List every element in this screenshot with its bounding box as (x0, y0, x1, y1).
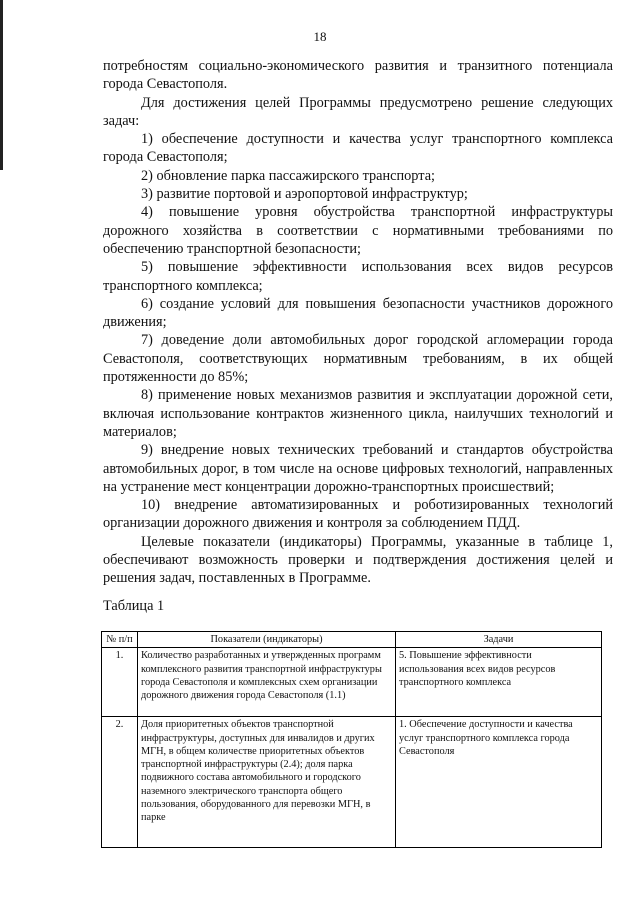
header-indicators: Показатели (индикаторы) (138, 632, 396, 648)
row-number: 2. (102, 717, 138, 848)
task-item: 5) повышение эффективности использования всех видов ресурсов транспортного комплекса; (103, 259, 613, 294)
task-item: 8) применение новых механизмов развития и эксплуатации дорожной сети, включая использование контрактов жизненного цикла, наилучших технологий и материалов; (103, 387, 613, 440)
task-item: 1) обеспечение доступности и качества услуг транспортного комплекса города Севастополя; (103, 131, 613, 166)
task-item: 3) развитие портовой и аэропортовой инфраструктур; (141, 186, 468, 203)
row-number: 1. (102, 648, 138, 717)
row-indicators: Количество разработанных и утвержденных программ комплексного развития транспортной инфраструктуры города Севастополя и комплексных схем организации дорожного движения города Севастополя (1.1) (138, 648, 396, 717)
task-item: 7) доведение доли автомобильных дорог городской агломерации города Севастополя, соответствующих нормативным требованиям, в их общей протяженности до 85%; (103, 332, 613, 386)
row-tasks: 5. Повышение эффективности использования всех видов ресурсов транспортного комплекса (396, 648, 602, 717)
paragraph: Для достижения целей Программы предусмотрено решение следующих задач: (103, 94, 613, 129)
task-item: 9) внедрение новых технических требований и стандартов обустройства автомобильных дорог, в том числе на основе цифровых технологий, направленных на устранение мест концентрации дорожно-транспортных происшествий; (103, 442, 613, 495)
paragraph: потребностям социально-экономического развития и транзитного потенциала города Севастополя. (103, 58, 613, 93)
page-number: 18 (313, 29, 327, 44)
table-header-row (102, 632, 602, 648)
task-item: 4) повышение уровня обустройства транспортной инфраструктуры дорожного хозяйства в соответствии с нормативными требованиями по обеспечению транспортной безопасности; (103, 204, 613, 257)
task-item: 10) внедрение автоматизированных и роботизированных технологий организации дорожного движения и контроля за соблюдением ПДД. (103, 497, 613, 532)
header-number: № п/п (102, 632, 138, 648)
table-caption: Таблица 1 (103, 598, 165, 614)
task-item: 2) обновление парка пассажирского транспорта; (141, 167, 436, 184)
paragraph: Целевые показатели (индикаторы) Программы, указанные в таблице 1, обеспечивают возможность проверки и подтверждения достижения целей и решения задач, поставленных в Программе. (103, 533, 613, 587)
task-item: 6) создание условий для повышения безопасности участников дорожного движения; (103, 295, 613, 331)
row-indicators: Доля приоритетных объектов транспортной инфраструктуры, доступных для инвалидов и других МГН, в общем количестве приоритетных объектов транспортной инфраструктуры (2.4); доля парка подвижного состава автомобильного и городского наземного электрического транспорта общего пользования, оборудованного для перевозки МГН, в парке (138, 717, 396, 848)
body-text (103, 57, 613, 588)
page-edge (0, 0, 3, 170)
header-tasks: Задачи (396, 632, 602, 648)
row-tasks: 1. Обеспечение доступности и качества услуг транспортного комплекса города Севастополя (396, 717, 602, 848)
table-row (102, 717, 602, 848)
table-row (102, 648, 602, 717)
indicators-table (101, 631, 602, 848)
